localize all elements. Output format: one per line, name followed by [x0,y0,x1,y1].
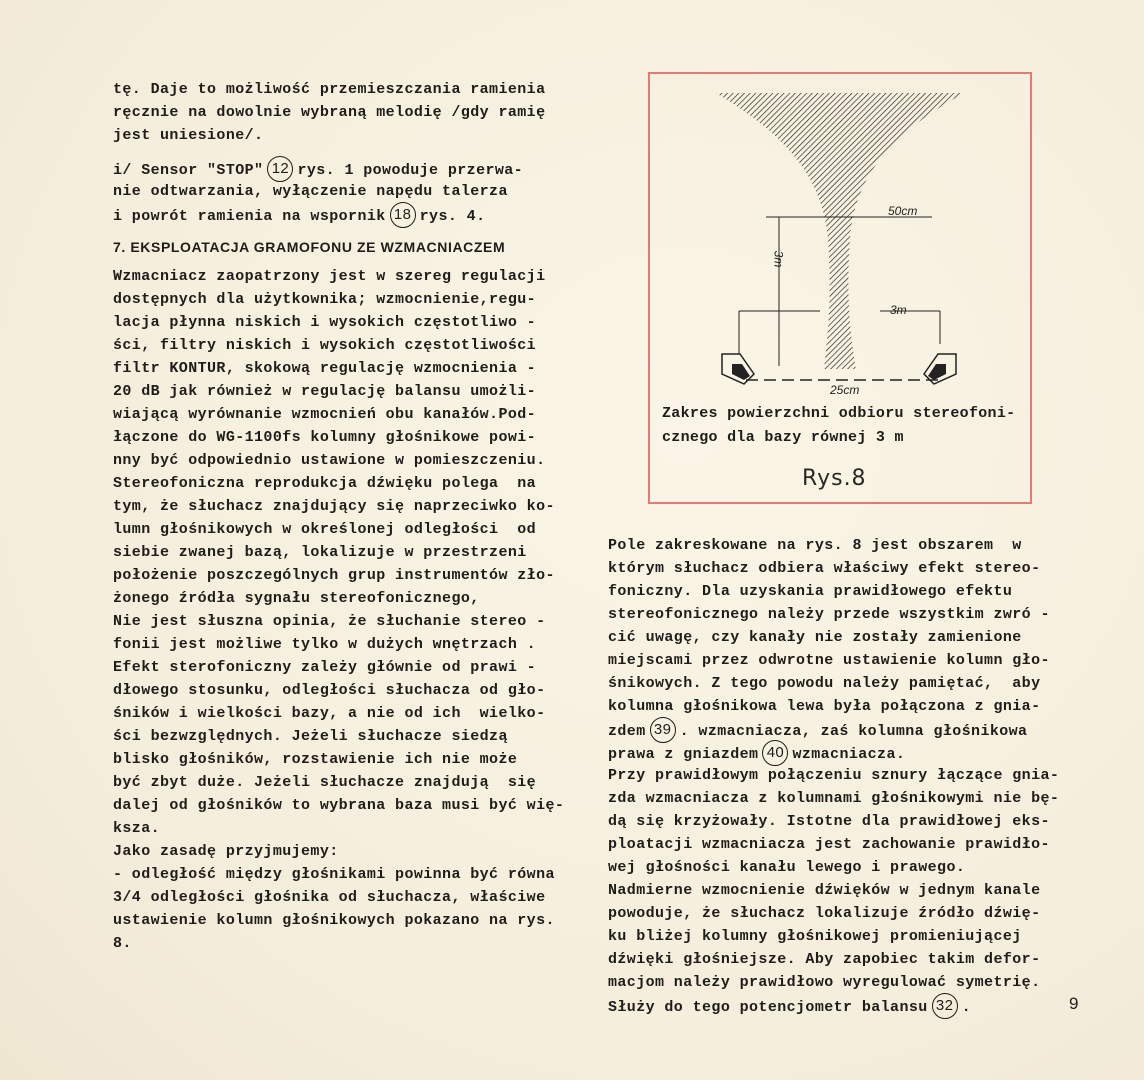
text-line: fonii jest możliwe tylko w dużych wnętrzach . [113,636,537,653]
right-column [608,534,1068,1017]
text-line: łączone do WG-1100fs kolumny głośnikowe powi- [113,429,537,446]
reference-number-circle: 40 [762,740,788,766]
text-line: tę. Daje to możliwość przemieszczania ramienia [113,81,546,98]
text-line: foniczny. Dla uzyskania prawidłowego efektu [608,583,1013,600]
text-line: żonego źródła sygnału stereofonicznego, [113,590,480,607]
text-line: Nadmierne wzmocnienie dźwięków w jednym kanale [608,882,1041,899]
text-line: ku bliżej kolumny głośnikowej promieniującej [608,928,1022,945]
text-line: blisko głośników, rozstawienie ich nie może [113,751,518,768]
text-line: dostępnych dla użytkownika; wzmocnienie,regu- [113,291,537,308]
text-line: stereofonicznego należy przede wszystkim zwró - [608,606,1050,623]
reference-number-circle: 18 [390,202,416,228]
text-line: dą się krzyżowały. Istotne dla prawidłowej eks- [608,813,1050,830]
text-line: dalej od głośników to wybrana baza musi być wię- [113,797,565,814]
text-line: miejscami przez odwrotne ustawienie kolumn gło- [608,652,1050,669]
hatched-listening-area [716,93,964,369]
text-line: kolumna głośnikowa lewa była połączona z gnia- [608,698,1041,715]
text-line: ksza. [113,820,161,837]
dimension-label: 50cm [888,204,918,218]
text-line: filtr KONTUR, skokową regulację wzmocnienia - [113,360,537,377]
text-line: Efekt sterofoniczny zależy głównie od prawi - [113,659,537,676]
text-line: ustawienie kolumn głośnikowych pokazano na rys. [113,912,555,929]
text-line: Nie jest słuszna opinia, że słuchanie stereo - [113,613,546,630]
text-line: Wzmacniacz zaopatrzony jest w szereg regulacji [113,268,546,285]
figure-number: Rys.8 [802,466,867,491]
text-line: zdem 39 . wzmacniacza, zaś kolumna głośnikowa [608,718,1068,741]
text-line: Służy do tego potencjometr balansu 32 . [608,994,1068,1017]
text-line: być zbyt duże. Jeżeli słuchacze znajdują się [113,774,537,791]
text-line: prawa z gniazdem 40 wzmacniacza. [608,741,1068,764]
dimension-label: 3m [890,303,907,317]
text-line: macjom należy prawidłowo wyregulować symetrię. [608,974,1041,991]
text-line: tym, że słuchacz znajdujący się naprzeciwko ko- [113,498,555,515]
figure-8-frame [648,72,1032,504]
text-line: Pole zakreskowane na rys. 8 jest obszarem w [608,537,1022,554]
text-line: Jako zasadę przyjmujemy: [113,843,339,860]
text-line: nny być odpowiednio ustawione w pomieszczeniu. [113,452,546,469]
text-line: dłowego stosunku, odległości słuchacza od gło- [113,682,546,699]
text-line: - odległość między głośnikami powinna być równa [113,866,555,883]
text-line: Przy prawidłowym połączeniu sznury łączące gnia- [608,767,1060,784]
dimension-label: 25cm [830,383,860,397]
text-line: powoduje, że słuchacz lokalizuje źródło dźwię- [608,905,1041,922]
text-line: śnikowych. Z tego powodu należy pamiętać, aby [608,675,1041,692]
text-line: ści, filtry niskich i wysokich częstotliwości [113,337,537,354]
text-line: ści bezwzględnych. Jeżeli słuchacze siedzą [113,728,508,745]
text-line: którym słuchacz odbiera właściwy efekt stereo- [608,560,1041,577]
right-speaker-icon [924,354,956,384]
text-line: siebie zwanej bazą, lokalizuje w przestrzeni [113,544,527,561]
left-column [113,78,563,955]
page-number: 9 [1069,994,1079,1013]
text-line: zda wzmacniacza z kolumnami głośnikowymi nie bę- [608,790,1060,807]
text-line: jest uniesione/. [113,127,264,144]
text-line: ploatacji wzmacniacza jest zachowanie prawidło- [608,836,1050,853]
text-line: śników i wielkości bazy, a nie od ich wielko- [113,705,546,722]
figure-caption: Zakres powierzchni odbioru stereofoni- cznego dla bazy równej 3 m [662,405,1016,446]
text-line: położenie poszczególnych grup instrumentów zło- [113,567,555,584]
text-line: ręcznie na dowolnie wybraną melodię /gdy ramię [113,104,546,121]
dimension-label: 3m [771,250,786,268]
text-line: wej głośności kanału lewego i prawego. [608,859,966,876]
reference-number-circle: 39 [650,717,676,743]
text-line: 8. [113,935,132,952]
reference-number-circle: 32 [932,993,958,1019]
text-line: cić uwagę, czy kanały nie zostały zamienione [608,629,1022,646]
text-line: lumn głośnikowych w określonej odległości od [113,521,537,538]
text-line: wiającą wyrównanie wzmocnień obu kanałów.Pod- [113,406,537,423]
text-line: dźwięki głośniejsze. Aby zapobiec takim defor- [608,951,1041,968]
text-line: nie odtwarzania, wyłączenie napędu talerza [113,183,508,200]
text-line: i/ Sensor "STOP" 12 rys. 1 powoduje przerwa- [113,157,563,180]
text-line: 3/4 odległości głośnika od słuchacza, właściwe [113,889,546,906]
section-heading: 7. EKSPLOATACJA GRAMOFONU ZE WZMACNIACZEM [113,239,506,255]
left-speaker-icon [722,354,754,384]
text-line: i powrót ramienia na wspornik 18 rys. 4. [113,203,563,226]
text-line: Stereofoniczna reprodukcja dźwięku polega na [113,475,537,492]
text-line: lacja płynna niskich i wysokich częstotliwo - [113,314,537,331]
text-line: 20 dB jak również w regulację balansu umożli- [113,383,537,400]
reference-number-circle: 12 [267,156,293,182]
